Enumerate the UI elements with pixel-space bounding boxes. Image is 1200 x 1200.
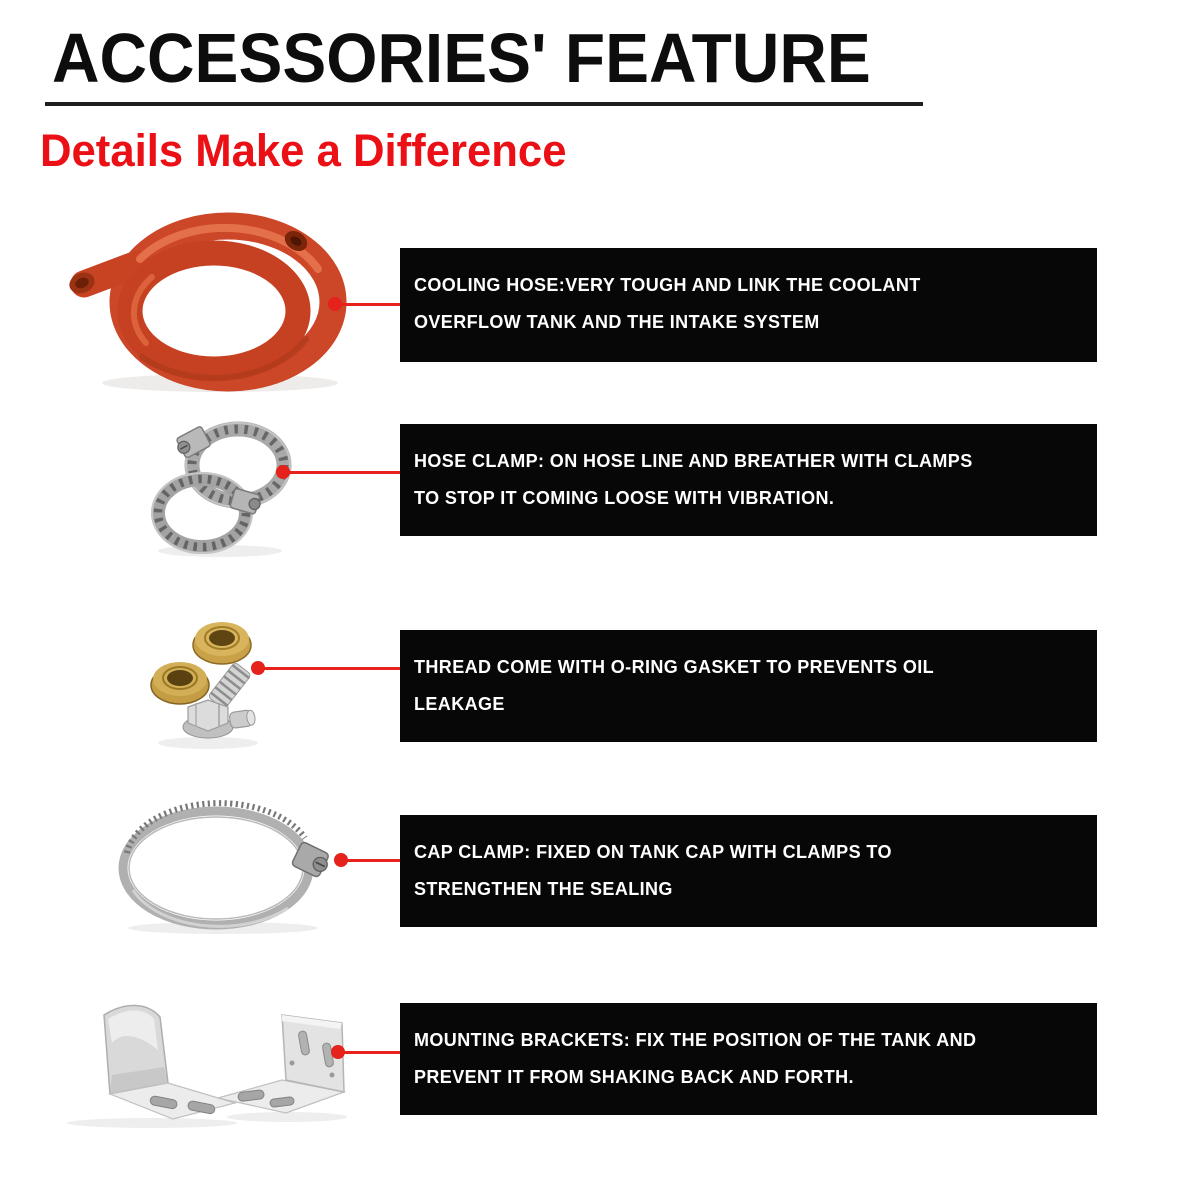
callout-text-line-2: OVERFLOW TANK AND THE INTAKE SYSTEM <box>414 312 820 332</box>
cap-clamp-image <box>113 798 347 938</box>
callout-dot <box>251 661 265 675</box>
callout-text-line-1: COOLING HOSE:VERY TOUGH AND LINK THE COOLANT <box>414 275 921 295</box>
callout-text-line-1: MOUNTING BRACKETS: FIX THE POSITION OF THE TANK AND <box>414 1030 977 1050</box>
page-subtitle: Details Make a Difference <box>40 125 567 176</box>
callout-line <box>338 1051 400 1054</box>
title-underline <box>45 102 923 106</box>
callout-text-line-1: HOSE CLAMP: ON HOSE LINE AND BREATHER WITH CLAMPS <box>414 451 973 471</box>
callout-line <box>335 303 400 306</box>
callout-text-line-2: TO STOP IT COMING LOOSE WITH VIBRATION. <box>414 488 835 508</box>
callout-dot <box>328 297 342 311</box>
callout-dot <box>331 1045 345 1059</box>
callout-text-line-2: PREVENT IT FROM SHAKING BACK AND FORTH. <box>414 1067 854 1087</box>
page-title: ACCESSORIES' FEATURE <box>52 19 871 97</box>
callout-text-line-1: THREAD COME WITH O-RING GASKET TO PREVENTS OIL <box>414 657 935 677</box>
mounting-brackets-image <box>42 995 347 1130</box>
callout-box <box>400 424 1097 536</box>
hose-clamp-image <box>146 413 294 561</box>
callout-box <box>400 1003 1097 1115</box>
callout-line <box>258 667 400 670</box>
callout-box <box>400 630 1097 742</box>
thread-bolts-image <box>150 603 268 753</box>
callout-box <box>400 815 1097 927</box>
callout-text-line-2: STRENGTHEN THE SEALING <box>414 879 673 899</box>
callout-dot <box>276 465 290 479</box>
callout-dot <box>334 853 348 867</box>
callout-line <box>341 859 400 862</box>
cooling-hose-image <box>68 207 348 397</box>
callout-text-line-2: LEAKAGE <box>414 694 505 714</box>
callout-text-line-1: CAP CLAMP: FIXED ON TANK CAP WITH CLAMPS TO <box>414 842 892 862</box>
callout-box <box>400 248 1097 362</box>
callout-line <box>283 471 400 474</box>
